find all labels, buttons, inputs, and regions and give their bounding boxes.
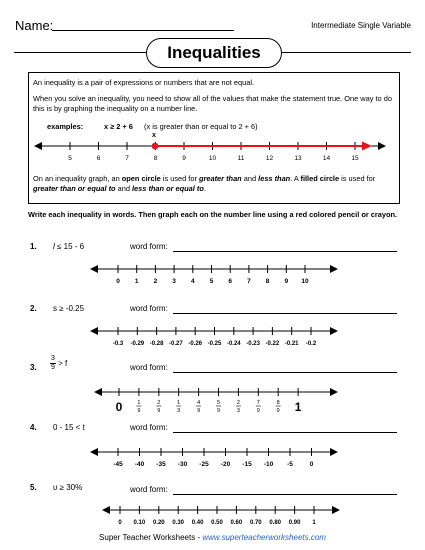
example-tick-label: 8: [153, 155, 158, 162]
problem-4-tick-label: -20: [220, 461, 231, 468]
problem-5-tick-label: 1: [312, 520, 316, 526]
problem-3-word-form-label: word form:: [130, 363, 168, 372]
name-label: Name:: [15, 18, 54, 33]
problem-1-tick-label: 7: [247, 278, 251, 285]
intro-paragraph-3: On an inequality graph, an open circle is used for greater than and less than. A filled circle is used for greater than or equal to and less than or equal to.: [33, 174, 376, 193]
right-arrow-icon: [330, 388, 338, 396]
left-arrow-icon: [94, 388, 102, 396]
problem-5-tick-label: 0.70: [249, 520, 262, 526]
problem-5-tick-label: 0.60: [230, 520, 243, 526]
problem-3-frac-num: 2: [236, 400, 240, 406]
problem-1-tick-label: 5: [209, 278, 214, 285]
problem-3-expression: $\frac{3}{9}$ > f: [51, 355, 68, 371]
problem-3-number-line[interactable]: [92, 385, 338, 415]
problem-1-tick-label: 8: [265, 278, 270, 285]
name-blank-line[interactable]: [52, 30, 234, 31]
problem-1-number: 1.: [30, 242, 37, 251]
problem-2-expression: s ≥ -0.25: [53, 304, 85, 313]
problem-5-tick-label: 0.10: [133, 520, 146, 526]
right-arrow-icon: [330, 327, 338, 335]
problem-5-tick-label: 0.90: [288, 520, 301, 526]
page-title: Inequalities: [146, 38, 282, 68]
problem-5-tick-label: 0.40: [191, 520, 204, 526]
problem-3-frac-num: 1: [177, 400, 181, 406]
examples-label: examples:: [47, 122, 84, 131]
filled-circle-marker: [152, 143, 159, 150]
problem-1-tick-label: 4: [190, 278, 195, 285]
problem-3-frac-num: 4: [197, 400, 201, 406]
problem-4-number-line[interactable]: [88, 445, 338, 469]
problem-5-tick-label: 0.30: [172, 520, 185, 526]
example-number-line: [30, 138, 400, 166]
problem-5-tick-label: 0.50: [211, 520, 223, 526]
problem-1-expression: l ≤ 15 - 6: [53, 242, 85, 251]
problem-2-tick-label: -0.2: [305, 341, 317, 347]
problem-4-tick-label: -25: [199, 461, 209, 468]
red-arrow-icon: [362, 142, 372, 151]
problem-2-number: 2.: [30, 304, 37, 313]
right-arrow-icon: [378, 142, 386, 150]
intro-paragraph-1: An inequality is a pair of expressions or numbers that are not equal.: [33, 78, 255, 87]
problem-3-frac-num: 8: [276, 400, 280, 406]
problem-2-tick-label: -0.24: [226, 341, 241, 347]
problem-5-tick-label: 0.20: [152, 520, 165, 526]
problem-3-frac-den: 3: [177, 408, 181, 414]
example-note: (x is greater than or equal to 2 + 6): [144, 122, 258, 131]
problem-5-word-form-line[interactable]: [173, 494, 397, 495]
example-tick-label: 15: [351, 155, 359, 162]
problem-1-tick-label: 2: [153, 278, 158, 285]
problem-4-expression: 0 - 15 < t: [53, 423, 85, 432]
problem-1-tick-label: 10: [301, 278, 309, 285]
problem-3-frac-num: 5: [216, 400, 221, 406]
problem-1-word-form-line[interactable]: [173, 251, 397, 252]
problem-1-tick-label: 3: [172, 278, 176, 285]
problem-2-tick-label: -0.26: [188, 341, 203, 347]
problem-3-tick-label: 0: [115, 400, 123, 414]
example-tick-label: 6: [96, 155, 101, 162]
right-arrow-icon: [332, 506, 340, 514]
problem-1-tick-label: 6: [228, 278, 233, 285]
problem-4-tick-label: 0: [309, 461, 314, 468]
right-arrow-icon: [330, 265, 338, 273]
problem-3-fraction: $\frac{3}{9}$: [51, 355, 55, 371]
problem-5-tick-label: 0.80: [269, 520, 282, 526]
problem-4-word-form-line[interactable]: [173, 432, 397, 433]
left-arrow-icon: [90, 327, 98, 335]
problem-4-tick-label: -30: [177, 461, 188, 468]
problem-4-tick-label: -45: [113, 461, 123, 468]
problem-3-frac-den: 9: [137, 408, 141, 414]
problem-4-tick-label: -10: [263, 461, 274, 468]
problem-3-frac-den: 9: [256, 408, 260, 414]
problem-5-number-line[interactable]: [100, 503, 340, 527]
example-tick-label: 14: [322, 155, 331, 162]
problem-2-tick-label: -0.21: [284, 341, 299, 347]
example-tick-label: 13: [294, 155, 302, 162]
problem-2-word-form-line[interactable]: [173, 313, 397, 314]
footer-brand: Super Teacher Worksheets -: [99, 533, 203, 542]
problem-3-frac-den: 9: [157, 408, 161, 414]
problem-3-frac-num: 2: [157, 400, 161, 406]
problem-5-expression: υ ≥ 30%: [53, 483, 83, 492]
left-arrow-icon: [34, 142, 42, 150]
problem-2-tick-label: -0.22: [265, 341, 280, 347]
example-tick-label: 5: [68, 155, 72, 162]
problem-3-frac-den: 9: [216, 408, 221, 414]
problem-3-frac-den: 3: [236, 408, 240, 414]
problem-2-tick-label: -0.23: [246, 341, 260, 347]
problem-4-number: 4.: [30, 423, 37, 432]
example-tick-label: 9: [182, 155, 186, 162]
problem-4-tick-label: -15: [242, 461, 252, 468]
problem-2-tick-label: -0.3: [112, 341, 124, 347]
example-expression: x ≥ 2 + 6: [104, 122, 133, 131]
problem-3-frac-den: 9: [197, 408, 201, 414]
example-tick-label: 10: [208, 155, 217, 162]
marker-label: x: [152, 132, 156, 139]
worksheet-subtitle: Intermediate Single Variable: [311, 21, 411, 30]
problem-4-word-form-label: word form:: [130, 423, 168, 432]
footer: [0, 533, 425, 542]
problem-3-word-form-line[interactable]: [173, 372, 397, 373]
problem-2-tick-label: -0.27: [169, 341, 183, 347]
problem-3-number: 3.: [30, 363, 37, 372]
problem-1-tick-label: 9: [284, 278, 289, 285]
problem-5-number: 5.: [30, 483, 37, 492]
problem-3-frac-num: 1: [137, 400, 141, 406]
left-arrow-icon: [90, 265, 98, 273]
problem-2-word-form-label: word form:: [130, 304, 168, 313]
problem-5-word-form-label: word form:: [130, 485, 168, 494]
intro-paragraph-2: When you solve an inequality, you need to show all of the values that make the statement true. One way to do this is by graphing the inequality on a number line.: [33, 94, 392, 113]
left-arrow-icon: [90, 448, 98, 456]
problem-2-tick-label: -0.29: [130, 341, 145, 347]
problem-3-frac-den: 9: [276, 408, 280, 414]
problem-4-tick-label: -35: [156, 461, 166, 468]
problem-3-frac-num: 7: [256, 400, 260, 406]
problem-4-tick-label: -40: [134, 461, 145, 468]
example-tick-label: 7: [125, 155, 129, 162]
example-tick-label: 12: [265, 155, 274, 162]
problem-3-tick-label: 1: [294, 400, 302, 414]
problem-2-tick-label: -0.28: [149, 341, 164, 347]
problem-5-tick-label: 0: [118, 520, 122, 526]
problem-4-tick-label: -5: [287, 461, 293, 468]
problem-1-tick-label: 0: [116, 278, 120, 285]
problem-1-word-form-label: word form:: [130, 242, 168, 251]
right-arrow-icon: [330, 448, 338, 456]
problem-2-number-line[interactable]: [88, 324, 338, 348]
example-tick-label: 11: [237, 155, 245, 162]
problem-2-tick-label: -0.25: [207, 341, 222, 347]
left-arrow-icon: [102, 506, 110, 514]
footer-link[interactable]: www.superteacherworksheets.com: [202, 533, 326, 542]
instructions: Write each inequality in words. Then graph each on the number line using a red colored pencil or crayon.: [28, 210, 398, 219]
problem-1-number-line[interactable]: [88, 262, 338, 286]
problem-1-tick-label: 1: [134, 278, 139, 285]
